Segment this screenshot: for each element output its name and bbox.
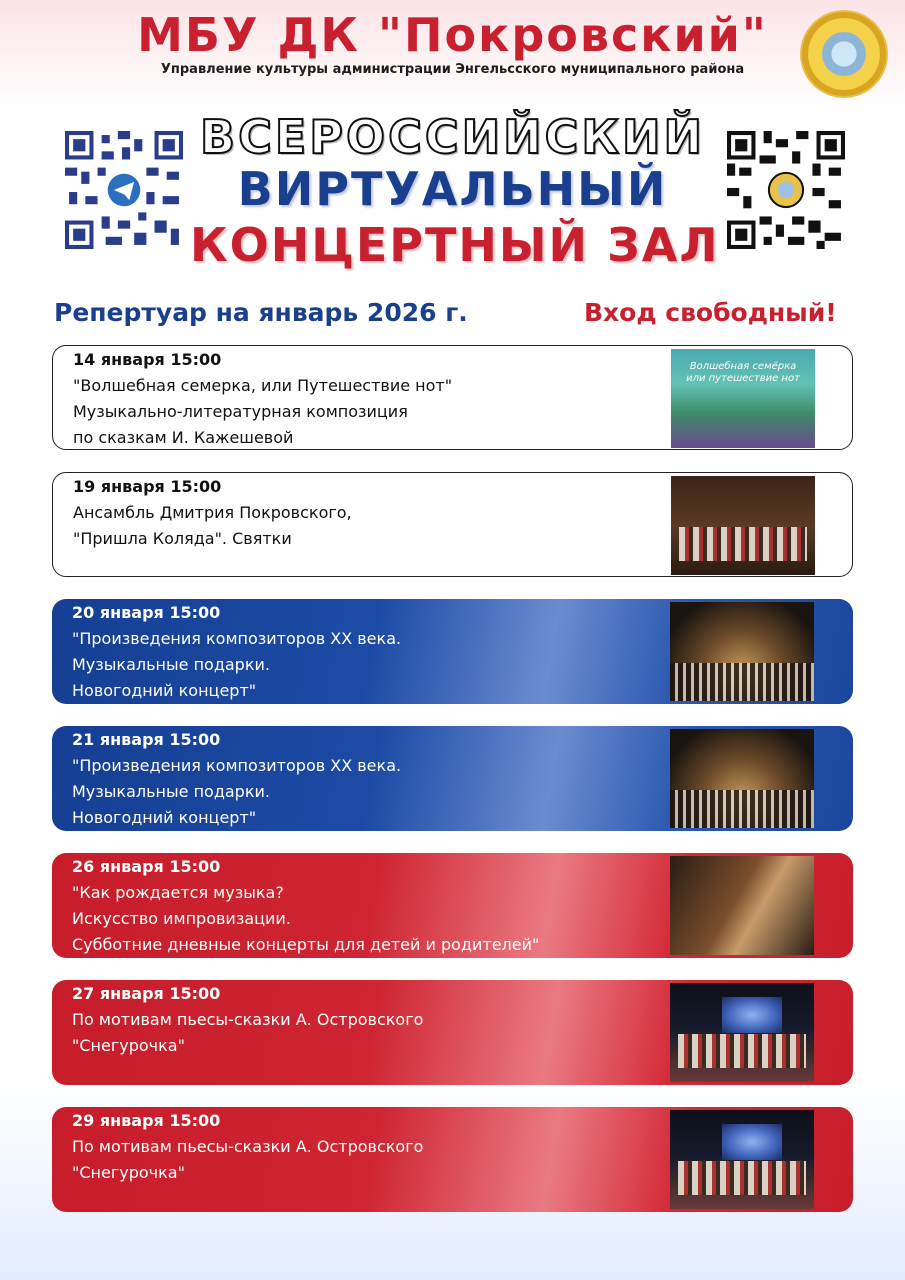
event-card[interactable]: [52, 599, 853, 704]
event-card[interactable]: [52, 980, 853, 1085]
headline-line-2: ВИРТУАЛЬНЫЙ: [237, 162, 668, 216]
headline-line-1: ВСЕРОССИЙСКИЙ: [200, 110, 705, 164]
event-card[interactable]: [52, 853, 853, 958]
event-card[interactable]: [52, 472, 853, 577]
event-description-line: "Волшебная семерка, или Путешествие нот": [73, 376, 453, 395]
event-date: 19 января 15:00: [73, 477, 222, 496]
event-description-line: по сказкам И. Кажешевой: [73, 428, 294, 447]
repertoire-label: Репертуар на январь 2026 г.: [54, 298, 468, 327]
event-description-line: "Пришла Коляда". Святки: [73, 529, 292, 548]
emblem-logo: [800, 10, 888, 98]
event-description-line: "Снегурочка": [72, 1163, 185, 1182]
event-description-line: "Произведения композиторов XX века.: [72, 629, 402, 648]
event-date: 20 января 15:00: [72, 603, 221, 622]
event-card[interactable]: [52, 345, 853, 450]
event-thumbnail: [670, 602, 814, 701]
event-description-line: По мотивам пьесы-сказки А. Островского: [72, 1137, 424, 1156]
event-card[interactable]: [52, 726, 853, 831]
event-date: 27 января 15:00: [72, 984, 221, 1003]
qr-code-left[interactable]: [65, 130, 183, 250]
event-thumbnail: [670, 983, 814, 1082]
event-thumbnail: [670, 729, 814, 828]
event-thumbnail: [670, 856, 814, 955]
event-description-line: "Снегурочка": [72, 1036, 185, 1055]
event-card[interactable]: [52, 1107, 853, 1212]
headline-line-3: КОНЦЕРТНЫЙ ЗАЛ: [190, 218, 720, 272]
event-description-line: По мотивам пьесы-сказки А. Островского: [72, 1010, 424, 1029]
event-date: 26 января 15:00: [72, 857, 221, 876]
free-entry-label: Вход свободный!: [584, 298, 837, 327]
org-title: МБУ ДК "Покровский": [137, 8, 768, 62]
event-description-line: Музыкальные подарки.: [72, 782, 270, 801]
qr-code-right[interactable]: [727, 130, 845, 250]
event-description-line: "Как рождается музыка?: [72, 883, 284, 902]
event-description-line: "Произведения композиторов XX века.: [72, 756, 402, 775]
event-description-line: Искусство импровизации.: [72, 909, 291, 928]
event-thumbnail: [671, 476, 815, 575]
event-description-line: Субботние дневные концерты для детей и родителей": [72, 935, 540, 954]
event-description-line: Ансамбль Дмитрия Покровского,: [73, 503, 352, 522]
event-description-line: Музыкальные подарки.: [72, 655, 270, 674]
thumbnail-caption: Волшебная семёрка или путешествие нот: [686, 361, 800, 384]
event-date: 14 января 15:00: [73, 350, 222, 369]
event-date: 29 января 15:00: [72, 1111, 221, 1130]
event-date: 21 января 15:00: [72, 730, 221, 749]
event-thumbnail: [670, 1110, 814, 1209]
event-thumbnail: [671, 349, 815, 448]
event-description-line: Новогодний концерт": [72, 808, 257, 827]
event-description-line: Новогодний концерт": [72, 681, 257, 700]
org-subtitle: Управление культуры администрации Энгельсского муниципального района: [160, 62, 745, 77]
event-description-line: Музыкально-литературная композиция: [73, 402, 408, 421]
